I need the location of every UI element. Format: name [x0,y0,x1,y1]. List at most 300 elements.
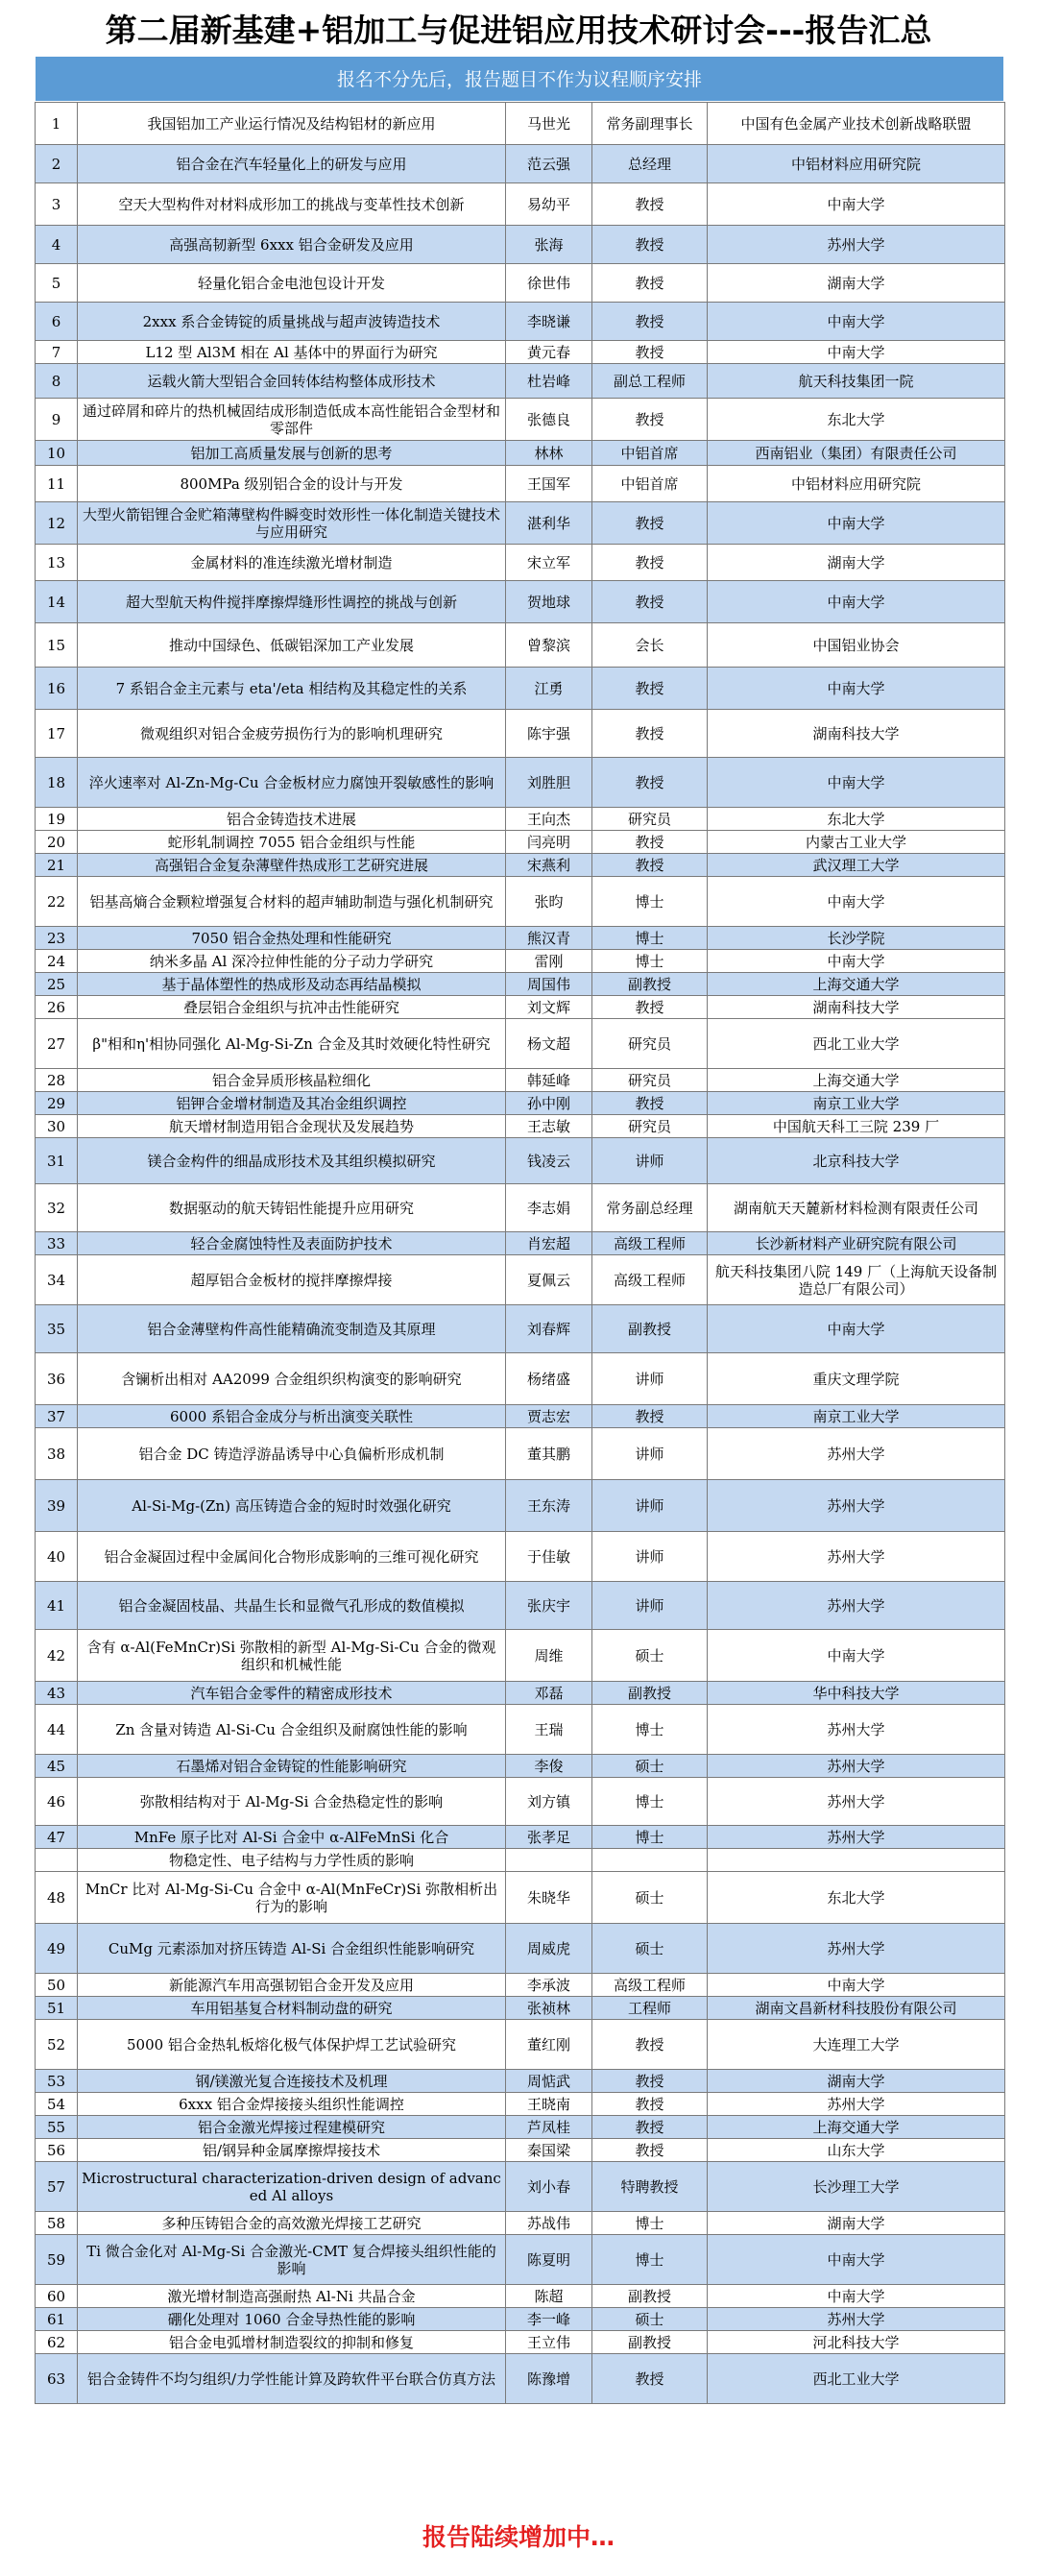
speaker-organization: 苏州大学 [708,1755,1005,1778]
speaker-organization [708,1849,1005,1872]
speaker-organization: 武汉理工大学 [708,854,1005,877]
speaker-title: 教授 [592,341,708,364]
speaker-organization: 航天科技集团一院 [708,364,1005,399]
row-number: 38 [36,1428,78,1480]
report-topic: 铝基高熵合金颗粒增强复合材料的超声辅助制造与强化机制研究 [78,877,506,927]
row-number: 21 [36,854,78,877]
report-topic: 高强高韧新型 6xxx 铝合金研发及应用 [78,226,506,264]
table-row [36,1353,1005,1405]
speaker-name: 闫亮明 [506,831,592,854]
speaker-title: 教授 [592,2139,708,2162]
row-number: 28 [36,1069,78,1092]
speaker-organization: 内蒙古工业大学 [708,831,1005,854]
row-number: 11 [36,466,78,502]
speaker-organization: 西南铝业（集团）有限责任公司 [708,441,1005,466]
row-number: 60 [36,2285,78,2308]
speaker-title: 讲师 [592,1480,708,1532]
speaker-name: 陈超 [506,2285,592,2308]
table-row [36,1092,1005,1115]
speaker-title: 副教授 [592,2285,708,2308]
speaker-organization: 苏州大学 [708,2308,1005,2331]
speaker-name: 黄元春 [506,341,592,364]
row-number: 42 [36,1630,78,1682]
table-row [36,1849,1005,1872]
row-number: 3 [36,183,78,226]
speaker-name: 董其鹏 [506,1428,592,1480]
speaker-name: 钱凌云 [506,1138,592,1184]
report-topic: 铝合金电弧增材制造裂纹的抑制和修复 [78,2331,506,2354]
speaker-title: 特聘教授 [592,2162,708,2212]
table-row [36,545,1005,581]
row-number: 29 [36,1092,78,1115]
speaker-title: 教授 [592,226,708,264]
speaker-organization: 湖南航天天麓新材料检测有限责任公司 [708,1184,1005,1232]
report-topic: β"相和η'相协同强化 Al-Mg-Si-Zn 合金及其时效硬化特性研究 [78,1019,506,1069]
row-number: 24 [36,950,78,973]
speaker-title: 中铝首席 [592,466,708,502]
row-number: 17 [36,710,78,758]
row-number [36,1849,78,1872]
speaker-name: 周惦武 [506,2070,592,2093]
report-topic: 基于晶体塑性的热成形及动态再结晶模拟 [78,973,506,996]
table-row [36,1184,1005,1232]
report-topic: 7050 铝合金热处理和性能研究 [78,927,506,950]
speaker-name: 肖宏超 [506,1232,592,1255]
speaker-title: 教授 [592,1405,708,1428]
speaker-name: 刘胜胆 [506,758,592,808]
speaker-title: 工程师 [592,1997,708,2020]
speaker-title: 讲师 [592,1532,708,1582]
speaker-organization: 重庆文理学院 [708,1353,1005,1405]
speaker-name: 曾黎滨 [506,623,592,668]
speaker-organization: 南京工业大学 [708,1405,1005,1428]
report-topic: 铝合金在汽车轻量化上的研发与应用 [78,145,506,183]
report-topic: CuMg 元素添加对挤压铸造 Al-Si 合金组织性能影响研究 [78,1924,506,1974]
report-topic: 金属材料的准连续激光增材制造 [78,545,506,581]
row-number: 12 [36,502,78,545]
table-row [36,103,1005,145]
speaker-title: 教授 [592,183,708,226]
row-number: 14 [36,581,78,623]
row-number: 10 [36,441,78,466]
row-number: 43 [36,1682,78,1705]
report-topic: 多种压铸铝合金的高效激光焊接工艺研究 [78,2212,506,2235]
table-row [36,1069,1005,1092]
table-row [36,831,1005,854]
report-topic: 轻量化铝合金电池包设计开发 [78,264,506,303]
speaker-organization: 湖南大学 [708,545,1005,581]
speaker-organization: 上海交通大学 [708,973,1005,996]
table-row [36,1630,1005,1682]
row-number: 49 [36,1924,78,1974]
speaker-name: 林林 [506,441,592,466]
row-number: 15 [36,623,78,668]
row-number: 47 [36,1826,78,1849]
row-number: 27 [36,1019,78,1069]
table-row [36,264,1005,303]
speaker-name: 陈宇强 [506,710,592,758]
speaker-organization: 上海交通大学 [708,1069,1005,1092]
report-topic: 铝/钢异种金属摩擦焊接技术 [78,2139,506,2162]
row-number: 18 [36,758,78,808]
table-row [36,1974,1005,1997]
speaker-organization: 大连理工大学 [708,2020,1005,2070]
speaker-title: 研究员 [592,1019,708,1069]
speaker-title: 研究员 [592,1115,708,1138]
speaker-title: 教授 [592,2020,708,2070]
table-row [36,1705,1005,1755]
speaker-organization: 中南大学 [708,2285,1005,2308]
report-topic: 空天大型构件对材料成形加工的挑战与变革性技术创新 [78,183,506,226]
speaker-organization: 苏州大学 [708,1778,1005,1826]
report-topic: 6xxx 铝合金焊接接头组织性能调控 [78,2093,506,2116]
table-row [36,2139,1005,2162]
speaker-organization: 中南大学 [708,341,1005,364]
speaker-title: 硕士 [592,2308,708,2331]
row-number: 58 [36,2212,78,2235]
table-row [36,1582,1005,1630]
row-number: 46 [36,1778,78,1826]
speaker-name: 秦国梁 [506,2139,592,2162]
table-row [36,502,1005,545]
report-topic: 7 系铝合金主元素与 eta'/eta 相结构及其稳定性的关系 [78,668,506,710]
speaker-title: 教授 [592,2093,708,2116]
row-number: 39 [36,1480,78,1532]
speaker-organization: 中国铝业协会 [708,623,1005,668]
report-topic: 铝合金铸件不均匀组织/力学性能计算及跨软件平台联合仿真方法 [78,2354,506,2404]
speaker-name: 张祯林 [506,1997,592,2020]
report-topic: 铝合金铸造技术进展 [78,808,506,831]
speaker-organization: 苏州大学 [708,1480,1005,1532]
speaker-organization: 中铝材料应用研究院 [708,466,1005,502]
speaker-organization: 湖南大学 [708,264,1005,303]
table-row [36,1232,1005,1255]
speaker-name: 周维 [506,1630,592,1682]
page-title: 第二届新基建+铝加工与促进铝应用技术研讨会---报告汇总 [105,12,932,49]
speaker-title: 中铝首席 [592,441,708,466]
speaker-organization: 中国航天科工三院 239 厂 [708,1115,1005,1138]
speaker-title: 博士 [592,1826,708,1849]
row-number: 8 [36,364,78,399]
speaker-name: 陈豫增 [506,2354,592,2404]
row-number: 4 [36,226,78,264]
speaker-title: 教授 [592,581,708,623]
row-number: 37 [36,1405,78,1428]
speaker-title: 研究员 [592,1069,708,1092]
table-row [36,758,1005,808]
table-row [36,1480,1005,1532]
speaker-title: 教授 [592,854,708,877]
speaker-title: 硕士 [592,1872,708,1924]
report-topic: Ti 微合金化对 Al-Mg-Si 合金激光-CMT 复合焊接头组织性能的影响 [78,2235,506,2285]
row-number: 52 [36,2020,78,2070]
speaker-name: 贺地球 [506,581,592,623]
speaker-organization: 长沙理工大学 [708,2162,1005,2212]
row-number: 6 [36,303,78,341]
row-number: 25 [36,973,78,996]
report-topic: 含有 α-Al(FeMnCr)Si 弥散相的新型 Al-Mg-Si-Cu 合金的微观组织和机械性能 [78,1630,506,1682]
report-topic: 激光增材制造高强耐热 Al-Ni 共晶合金 [78,2285,506,2308]
report-topic: 蛇形轧制调控 7055 铝合金组织与性能 [78,831,506,854]
report-topic: 大型火箭铝锂合金贮箱薄壁构件瞬变时效形性一体化制造关键技术与应用研究 [78,502,506,545]
row-number: 41 [36,1582,78,1630]
speaker-title: 总经理 [592,145,708,183]
speaker-title: 教授 [592,2116,708,2139]
table-row [36,1924,1005,1974]
speaker-name: 周威虎 [506,1924,592,1974]
notice-banner: 报名不分先后，报告题目不作为议程顺序安排 [35,56,1004,102]
report-topic: Microstructural characterization-driven design of advanced Al alloys [78,2162,506,2212]
speaker-name: 宋燕利 [506,854,592,877]
speaker-name: 张庆宇 [506,1582,592,1630]
speaker-name: 杨文超 [506,1019,592,1069]
speaker-name: 徐世伟 [506,264,592,303]
speaker-name: 于佳敏 [506,1532,592,1582]
table-row [36,668,1005,710]
speaker-name: 马世光 [506,103,592,145]
speaker-title: 会长 [592,623,708,668]
table-row [36,1778,1005,1826]
row-number: 44 [36,1705,78,1755]
row-number: 53 [36,2070,78,2093]
table-row [36,2162,1005,2212]
report-topic: 800MPa 级别铝合金的设计与开发 [78,466,506,502]
speaker-title: 副总工程师 [592,364,708,399]
row-number: 62 [36,2331,78,2354]
speaker-organization: 中铝材料应用研究院 [708,145,1005,183]
speaker-name: 刘小春 [506,2162,592,2212]
speaker-name: 芦凤桂 [506,2116,592,2139]
speaker-organization: 中南大学 [708,581,1005,623]
speaker-name: 杜岩峰 [506,364,592,399]
table-row [36,466,1005,502]
speaker-title: 副教授 [592,2331,708,2354]
report-topic: 铝合金凝固枝晶、共晶生长和显微气孔形成的数值模拟 [78,1582,506,1630]
speaker-name: 王晓南 [506,2093,592,2116]
speaker-name: 张昀 [506,877,592,927]
report-topic: MnFe 原子比对 Al-Si 合金中 α-AlFeMnSi 化合 [78,1826,506,1849]
speaker-name: 张孝足 [506,1826,592,1849]
speaker-name: 杨绪盛 [506,1353,592,1405]
row-number: 2 [36,145,78,183]
report-topic: Al-Si-Mg-(Zn) 高压铸造合金的短时时效强化研究 [78,1480,506,1532]
table-row [36,2212,1005,2235]
report-topic: 淬火速率对 Al-Zn-Mg-Cu 合金板材应力腐蚀开裂敏感性的影响 [78,758,506,808]
speaker-organization: 北京科技大学 [708,1138,1005,1184]
speaker-name: 王东涛 [506,1480,592,1532]
row-number: 59 [36,2235,78,2285]
report-topic: 铝合金凝固过程中金属间化合物形成影响的三维可视化研究 [78,1532,506,1582]
speaker-name: 周国伟 [506,973,592,996]
speaker-organization: 华中科技大学 [708,1682,1005,1705]
speaker-name: 范云强 [506,145,592,183]
table-row [36,1115,1005,1138]
row-number: 23 [36,927,78,950]
speaker-organization: 中南大学 [708,502,1005,545]
table-row [36,183,1005,226]
speaker-title: 博士 [592,927,708,950]
row-number: 61 [36,2308,78,2331]
speaker-title: 博士 [592,2212,708,2235]
table-row [36,2308,1005,2331]
row-number: 5 [36,264,78,303]
row-number: 34 [36,1255,78,1305]
table-row [36,2331,1005,2354]
speaker-title: 教授 [592,2070,708,2093]
table-row [36,1997,1005,2020]
report-topic: 轻合金腐蚀特性及表面防护技术 [78,1232,506,1255]
speaker-title: 教授 [592,996,708,1019]
table-row [36,2093,1005,2116]
speaker-name: 江勇 [506,668,592,710]
table-row [36,2235,1005,2285]
report-topic: Zn 含量对铸造 Al-Si-Cu 合金组织及耐腐蚀性能的影响 [78,1705,506,1755]
speaker-organization: 湖南科技大学 [708,996,1005,1019]
speaker-title: 教授 [592,831,708,854]
speaker-title: 教授 [592,303,708,341]
speaker-organization: 中南大学 [708,668,1005,710]
report-topic: 叠层铝合金组织与抗冲击性能研究 [78,996,506,1019]
report-table-body [36,103,1005,2404]
speaker-name: 董红刚 [506,2020,592,2070]
speaker-organization: 苏州大学 [708,1532,1005,1582]
row-number: 13 [36,545,78,581]
speaker-organization: 南京工业大学 [708,1092,1005,1115]
speaker-title: 教授 [592,668,708,710]
row-number: 51 [36,1997,78,2020]
row-number: 9 [36,399,78,441]
speaker-organization: 航天科技集团八院 149 厂（上海航天设备制造总厂有限公司） [708,1255,1005,1305]
report-topic: 高强铝合金复杂薄壁件热成形工艺研究进展 [78,854,506,877]
speaker-title: 副教授 [592,1305,708,1353]
speaker-title: 博士 [592,1705,708,1755]
speaker-name: 刘方镇 [506,1778,592,1826]
table-row [36,2354,1005,2404]
table-row [36,581,1005,623]
speaker-name: 王志敏 [506,1115,592,1138]
row-number: 33 [36,1232,78,1255]
speaker-organization: 中南大学 [708,1305,1005,1353]
report-topic: 我国铝加工产业运行情况及结构铝材的新应用 [78,103,506,145]
row-number: 19 [36,808,78,831]
speaker-title: 教授 [592,264,708,303]
speaker-name: 刘文辉 [506,996,592,1019]
speaker-organization: 湖南大学 [708,2212,1005,2235]
speaker-organization: 东北大学 [708,1872,1005,1924]
speaker-name: 宋立军 [506,545,592,581]
table-row [36,226,1005,264]
speaker-title: 常务副理事长 [592,103,708,145]
table-row [36,877,1005,927]
row-number: 1 [36,103,78,145]
speaker-name: 湛利华 [506,502,592,545]
speaker-title: 教授 [592,399,708,441]
speaker-title: 教授 [592,502,708,545]
speaker-name: 陈夏明 [506,2235,592,2285]
speaker-title [592,1849,708,1872]
table-row [36,1826,1005,1849]
table-row [36,1682,1005,1705]
report-topic: 钢/镁激光复合连接技术及机理 [78,2070,506,2093]
speaker-organization: 苏州大学 [708,226,1005,264]
report-topic: 铝合金激光焊接过程建模研究 [78,2116,506,2139]
row-number: 36 [36,1353,78,1405]
speaker-organization: 中南大学 [708,2235,1005,2285]
table-row [36,854,1005,877]
speaker-name: 朱晓华 [506,1872,592,1924]
report-topic: 铝合金薄壁构件高性能精确流变制造及其原理 [78,1305,506,1353]
speaker-name: 邓磊 [506,1682,592,1705]
report-topic: MnCr 比对 Al-Mg-Si-Cu 合金中 α-Al(MnFeCr)Si 弥散相析出行为的影响 [78,1872,506,1924]
table-row [36,1019,1005,1069]
report-topic: 运载火箭大型铝合金回转体结构整体成形技术 [78,364,506,399]
speaker-organization: 东北大学 [708,808,1005,831]
row-number: 16 [36,668,78,710]
speaker-organization: 中南大学 [708,758,1005,808]
table-row [36,996,1005,1019]
report-topic: 微观组织对铝合金疲劳损伤行为的影响机理研究 [78,710,506,758]
speaker-name: 苏战伟 [506,2212,592,2235]
speaker-title: 教授 [592,758,708,808]
report-topic: 超厚铝合金板材的搅拌摩擦焊接 [78,1255,506,1305]
table-row [36,145,1005,183]
speaker-name: 李一峰 [506,2308,592,2331]
speaker-organization: 苏州大学 [708,1582,1005,1630]
speaker-title: 讲师 [592,1582,708,1630]
table-row [36,710,1005,758]
report-table [35,102,1005,2404]
speaker-organization: 西北工业大学 [708,1019,1005,1069]
row-number: 30 [36,1115,78,1138]
report-topic: 2xxx 系合金铸锭的质量挑战与超声波铸造技术 [78,303,506,341]
report-topic: 铝合金 DC 铸造浮游晶诱导中心負偏析形成机制 [78,1428,506,1480]
report-topic: 铝合金异质形核晶粒细化 [78,1069,506,1092]
speaker-organization: 苏州大学 [708,2093,1005,2116]
table-row [36,303,1005,341]
table-row [36,950,1005,973]
speaker-title: 讲师 [592,1428,708,1480]
table-row [36,399,1005,441]
speaker-name: 贾志宏 [506,1405,592,1428]
table-row [36,1405,1005,1428]
speaker-organization: 中南大学 [708,183,1005,226]
report-topic: 物稳定性、电子结构与力学性质的影响 [78,1849,506,1872]
speaker-title: 硕士 [592,1755,708,1778]
table-row [36,623,1005,668]
speaker-name: 李志娟 [506,1184,592,1232]
report-topic: 推动中国绿色、低碳铝深加工产业发展 [78,623,506,668]
speaker-name [506,1849,592,1872]
speaker-organization: 中南大学 [708,1630,1005,1682]
speaker-organization: 长沙学院 [708,927,1005,950]
speaker-title: 教授 [592,2354,708,2404]
speaker-title: 教授 [592,545,708,581]
report-topic: 5000 铝合金热轧板熔化极气体保护焊工艺试验研究 [78,2020,506,2070]
table-row [36,1305,1005,1353]
row-number: 50 [36,1974,78,1997]
speaker-name: 李承波 [506,1974,592,1997]
speaker-name: 张海 [506,226,592,264]
speaker-title: 博士 [592,2235,708,2285]
speaker-name: 雷刚 [506,950,592,973]
speaker-title: 高级工程师 [592,1255,708,1305]
speaker-name: 张德良 [506,399,592,441]
speaker-organization: 中南大学 [708,1974,1005,1997]
speaker-title: 博士 [592,877,708,927]
speaker-organization: 苏州大学 [708,1826,1005,1849]
table-row [36,2070,1005,2093]
table-row [36,927,1005,950]
